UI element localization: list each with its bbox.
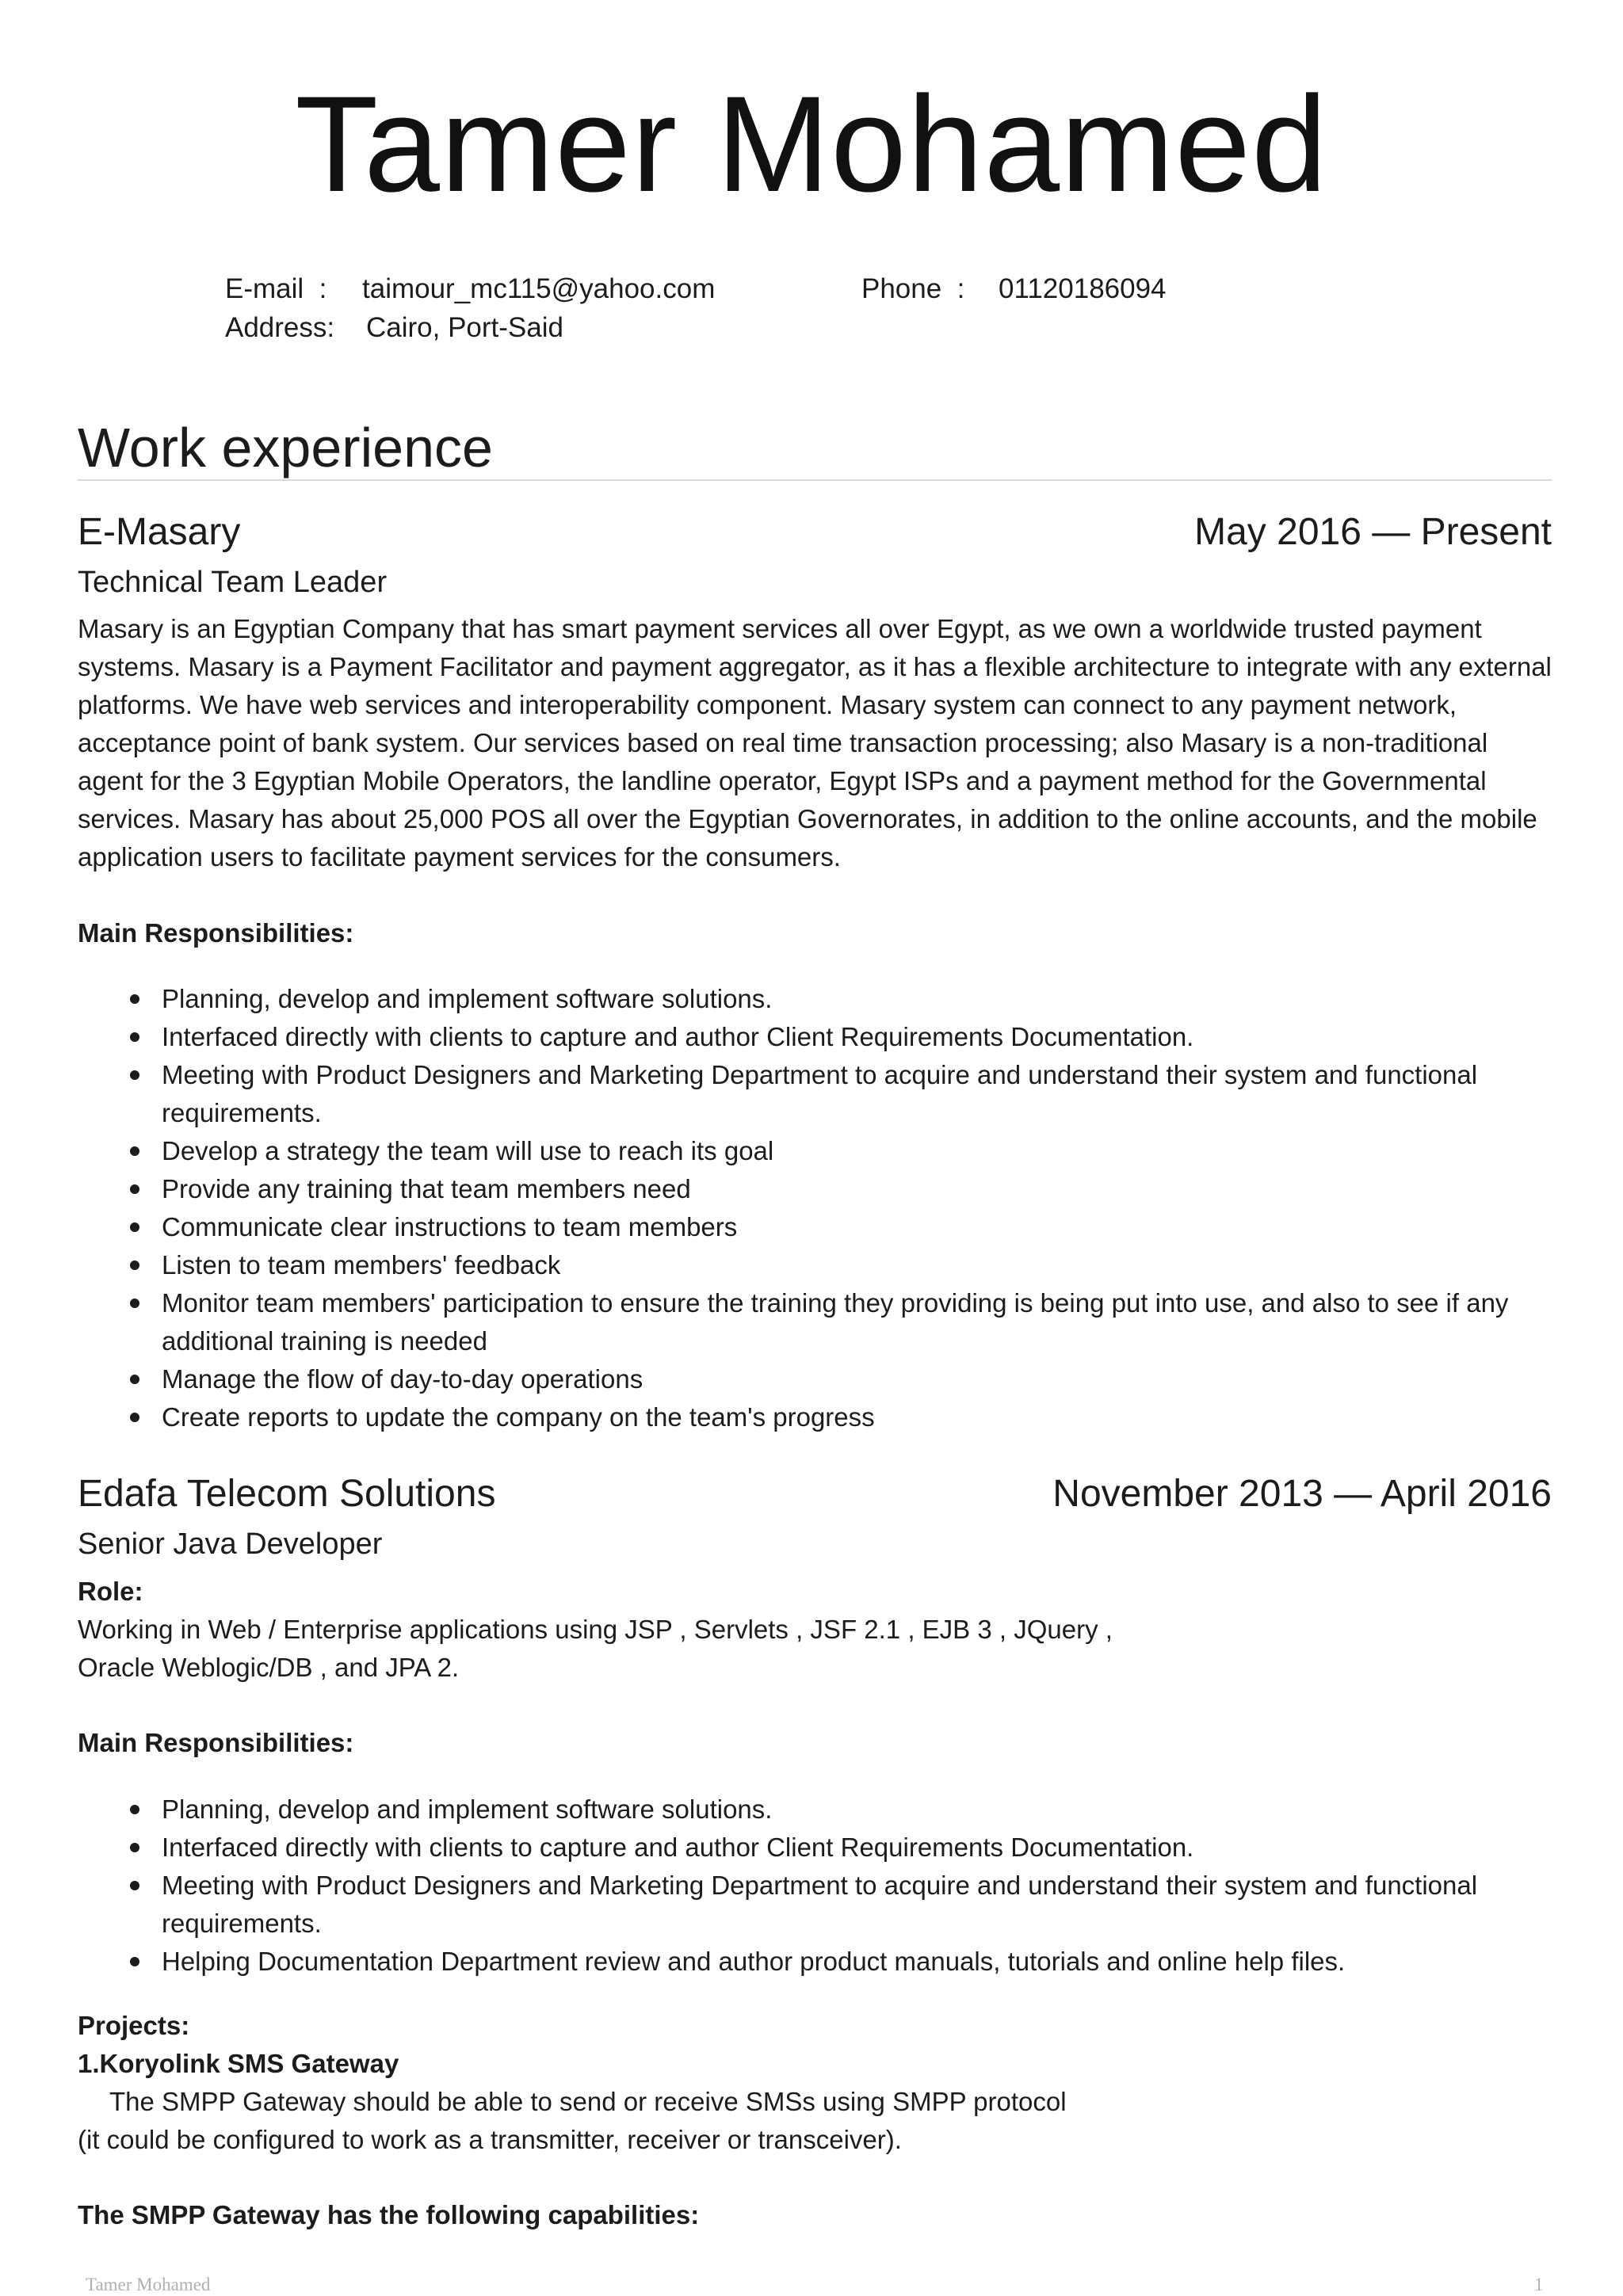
work-experience-heading: Work experience xyxy=(78,417,493,479)
bullet-icon xyxy=(130,1881,139,1890)
project-title: 1.Koryolink SMS Gateway xyxy=(78,2049,399,2078)
email-label: E-mail : xyxy=(225,273,327,304)
responsibilities-list xyxy=(78,980,1553,1436)
job-dates: November 2013 — April 2016 xyxy=(1052,1473,1552,1515)
list-item: Meeting with Product Designers and Marketing Department to acquire and understand their system and functional requirements. xyxy=(78,1867,1553,1943)
job-title: Senior Java Developer xyxy=(78,1527,383,1561)
bullet-icon xyxy=(130,1805,139,1814)
email-value: taimour_mc115@yahoo.com xyxy=(362,273,716,304)
bullet-icon xyxy=(130,1032,139,1042)
list-item: Provide any training that team members need xyxy=(78,1170,1553,1208)
company-name: E-Masary xyxy=(78,511,241,553)
list-item: Planning, develop and implement software solutions. xyxy=(78,1791,1553,1829)
role-line: Oracle Weblogic/DB , and JPA 2. xyxy=(78,1653,460,1682)
project-description: (it could be configured to work as a transmitter, receiver or transceiver). xyxy=(78,2125,902,2154)
projects-heading: Projects: xyxy=(78,2011,190,2040)
job-title: Technical Team Leader xyxy=(78,566,388,599)
responsibilities-heading: Main Responsibilities: xyxy=(78,1728,354,1757)
phone-label: Phone : xyxy=(861,273,965,304)
section-divider xyxy=(78,479,1552,481)
company-name: Edafa Telecom Solutions xyxy=(78,1473,496,1515)
bullet-icon xyxy=(130,1222,139,1232)
role-heading: Role: xyxy=(78,1577,143,1606)
list-item: Planning, develop and implement software solutions. xyxy=(78,980,1553,1018)
footer-name: Tamer Mohamed xyxy=(86,2275,211,2294)
address-value: Cairo, Port-Said xyxy=(366,312,563,343)
bullet-icon xyxy=(130,1843,139,1852)
job-header xyxy=(78,509,1552,556)
list-item: Develop a strategy the team will use to reach its goal xyxy=(78,1132,1553,1170)
role-line: Working in Web / Enterprise applications using JSP , Servlets , JSF 2.1 , EJB 3 , JQuery , xyxy=(78,1615,1113,1644)
responsibilities-list xyxy=(78,1791,1553,1981)
bullet-icon xyxy=(130,994,139,1004)
job-header xyxy=(78,1470,1552,1518)
bullet-icon xyxy=(130,1299,139,1308)
capabilities-heading: The SMPP Gateway has the following capabilities: xyxy=(78,2200,700,2229)
phone-value: 01120186094 xyxy=(999,273,1167,304)
page-number: 1 xyxy=(1534,2275,1544,2294)
company-description: Masary is an Egyptian Company that has smart payment services all over Egypt, as we own a worldwide trusted payment systems. Masary is a Payment Facilitator and payment aggregator, as it has a flexible architecture to integrate with any external platforms. We have web services and interoperability component. Masary system can connect to any payment network, acceptance point of bank system. Our services based on real time transaction processing; also Masary is a non-traditional agent for the 3 Egyptian Mobile Operators, the landline operator, Egypt ISPs and a payment method for the Governmental services. Masary has about 25,000 POS all over the Egyptian Governorates, in addition to the online accounts, and the mobile application users to facilitate payment services for the consumers. xyxy=(78,614,1552,871)
bullet-icon xyxy=(130,1957,139,1966)
bullet-icon xyxy=(130,1146,139,1156)
list-item: Communicate clear instructions to team members xyxy=(78,1208,1553,1246)
list-item: Monitor team members' participation to ensure the training they providing is being put into use, and also to see if any additional training is needed xyxy=(78,1284,1553,1360)
list-item: Meeting with Product Designers and Marketing Department to acquire and understand their system and functional requirements. xyxy=(78,1056,1553,1132)
list-item: Listen to team members' feedback xyxy=(78,1246,1553,1284)
address-label: Address: xyxy=(225,312,335,343)
bullet-icon xyxy=(130,1184,139,1194)
bullet-icon xyxy=(130,1070,139,1080)
project-description: The SMPP Gateway should be able to send or receive SMSs using SMPP protocol xyxy=(109,2087,1067,2116)
bullet-icon xyxy=(130,1261,139,1270)
list-item: Manage the flow of day-to-day operations xyxy=(78,1360,1553,1398)
bullet-icon xyxy=(130,1413,139,1422)
resume-name: Tamer Mohamed xyxy=(295,68,1328,220)
responsibilities-heading: Main Responsibilities: xyxy=(78,918,354,948)
list-item: Interfaced directly with clients to capture and author Client Requirements Documentation. xyxy=(78,1829,1553,1867)
bullet-icon xyxy=(130,1375,139,1384)
list-item: Interfaced directly with clients to capture and author Client Requirements Documentation. xyxy=(78,1018,1553,1056)
list-item: Helping Documentation Department review and author product manuals, tutorials and online help files. xyxy=(78,1943,1553,1981)
list-item: Create reports to update the company on the team's progress xyxy=(78,1398,1553,1436)
job-dates: May 2016 — Present xyxy=(1194,511,1552,553)
